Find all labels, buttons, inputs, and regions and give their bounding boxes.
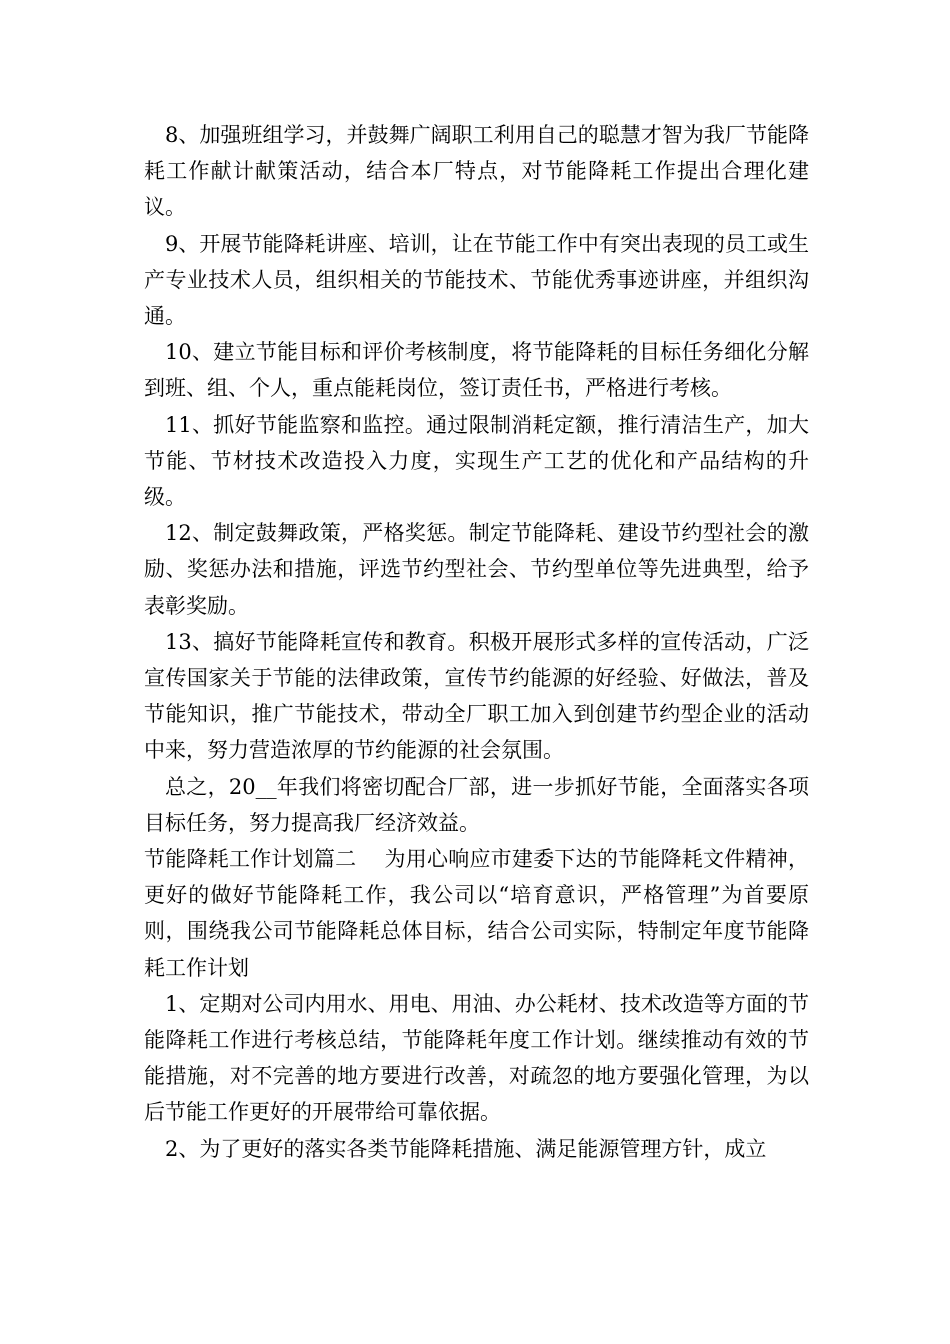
summary-paragraph: 总之，20__年我们将密切配合厂部，进一步抓好节能，全面落实各项目标任务，努力提高我厂经济效益。: [144, 774, 809, 835]
document-body: [144, 117, 809, 1167]
paragraph-item-13: 13、搞好节能降耗宣传和教育。积极开展形式多样的宣传活动，广泛宣传国家关于节能的法律政策，宣传节约能源的好经验、好做法，普及节能知识，推广节能技术，带动全厂职工加入到创建节约型企业的活动中来，努力营造浓厚的节约能源的社会氛围。: [144, 629, 809, 763]
paragraph-item-10: 10、建立节能目标和评价考核制度，将节能降耗的目标任务细化分解到班、组、个人，重点能耗岗位，签订责任书，严格进行考核。: [144, 340, 809, 401]
paragraph-item-8: 8、加强班组学习，并鼓舞广阔职工利用自己的聪慧才智为我厂节能降耗工作献计献策活动，结合本厂特点，对节能降耗工作提出合理化建议。: [144, 123, 809, 220]
paragraph-item-1: 1、定期对公司内用水、用电、用油、办公耗材、技术改造等方面的节能降耗工作进行考核总结，节能降耗年度工作计划。继续推动有效的节能措施，对不完善的地方要进行改善，对疏忽的地方要强化管理，为以后节能工作更好的开展带给可靠依据。: [144, 991, 809, 1125]
paragraph-item-9: 9、开展节能降耗讲座、培训，让在节能工作中有突出表现的员工或生产专业技术人员，组织相关的节能技术、节能优秀事迹讲座，并组织沟通。: [144, 231, 809, 329]
paragraph-item-2: 2、为了更好的落实各类节能降耗措施、满足能源管理方针，成立: [165, 1136, 767, 1161]
section-two-intro: 节能降耗工作计划篇二 为用心响应市建委下达的节能降耗文件精神，更好的做好节能降耗工作，我公司以“培育意识，严格管理”为首要原则，围绕我公司节能降耗总体目标，结合公司实际，特制定年度节能降耗工作计划: [144, 847, 809, 980]
paragraph-item-12: 12、制定鼓舞政策，严格奖惩。制定节能降耗、建设节约型社会的激励、奖惩办法和措施，评选节约型社会、节约型单位等先进典型，给予表彰奖励。: [144, 521, 809, 618]
paragraph-item-11: 11、抓好节能监察和监控。通过限制消耗定额，推行清洁生产，加大节能、节材技术改造投入力度，实现生产工艺的优化和产品结构的升级。: [144, 412, 809, 510]
